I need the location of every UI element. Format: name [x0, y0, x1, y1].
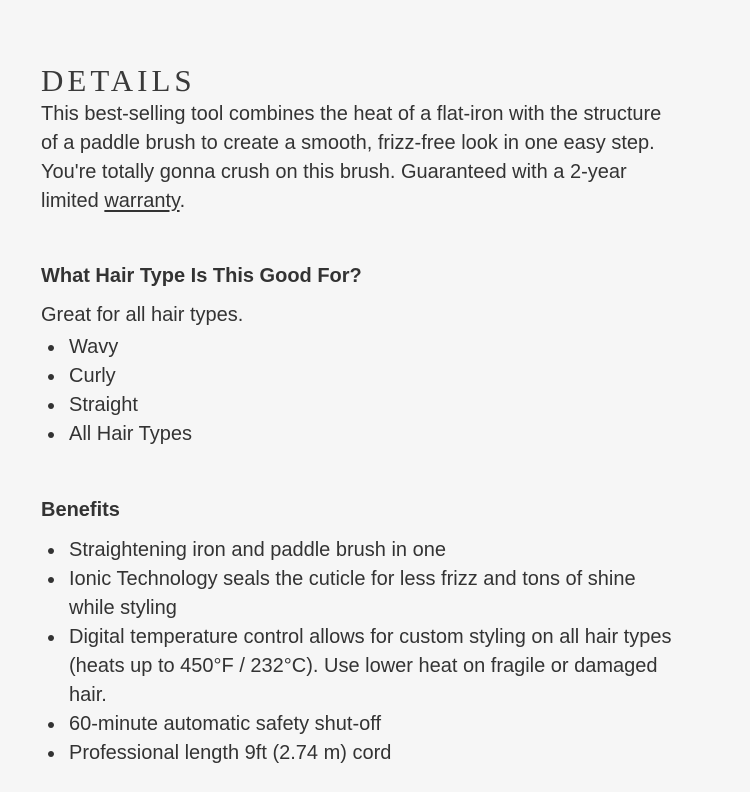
description-end: .	[179, 190, 186, 212]
list-item: Digital temperature control allows for custom styling on all hair types (heats up to 450°F / 232°C). Use lower heat on fragile or damaged hair.	[69, 623, 681, 710]
benefits-heading: Benefits	[41, 499, 120, 521]
hair-type-intro: Great for all hair types.	[41, 304, 244, 326]
hair-type-list	[41, 333, 681, 449]
description-text: This best-selling tool combines the heat of a flat-iron with the structure of a paddle brush to create a smooth, frizz-free look in one easy step. You're totally gonna crush on this brush. Guaranteed with a 2-year limited	[41, 103, 662, 212]
benefits-list	[41, 536, 681, 768]
details-title: DETAILS	[41, 63, 196, 98]
list-item: Straightening iron and paddle brush in one	[69, 536, 681, 565]
list-item: Ionic Technology seals the cuticle for less frizz and tons of shine while styling	[69, 565, 681, 623]
warranty-link[interactable]: warranty	[104, 190, 180, 212]
product-details-section	[41, 62, 681, 768]
list-item: Wavy	[69, 333, 681, 362]
list-item: Professional length 9ft (2.74 m) cord	[69, 739, 681, 768]
product-description	[41, 100, 681, 216]
list-item: Curly	[69, 362, 681, 391]
list-item: Straight	[69, 391, 681, 420]
hair-type-heading: What Hair Type Is This Good For?	[41, 265, 362, 287]
list-item: 60-minute automatic safety shut-off	[69, 710, 681, 739]
list-item: All Hair Types	[69, 420, 681, 449]
